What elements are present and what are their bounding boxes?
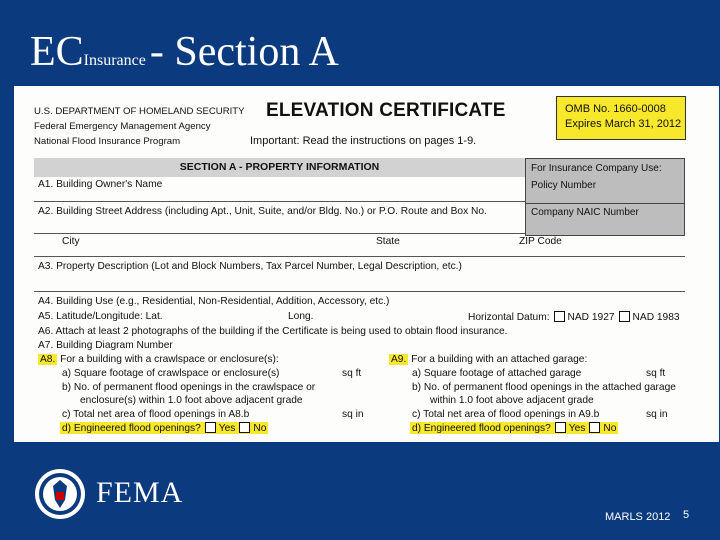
no-label: No — [603, 423, 617, 434]
slide-title — [30, 28, 339, 76]
policy-number-label: Policy Number — [531, 180, 597, 191]
a9a-label: a) Square footage of attached garage — [412, 368, 582, 379]
footer-text: MARLS 2012 — [605, 511, 671, 523]
divider — [34, 256, 685, 257]
fema-logo-text: FEMA — [96, 476, 184, 509]
a3-label: A3. Property Description (Lot and Block Numbers, Tax Parcel Number, Legal Description, etc.) — [38, 261, 462, 272]
checkbox — [205, 422, 216, 433]
a5-label: A5. Latitude/Longitude: Lat. — [38, 311, 163, 322]
a8d-row — [60, 422, 268, 434]
section-a-bar: SECTION A - PROPERTY INFORMATION — [34, 158, 525, 177]
a1-label: A1. Building Owner's Name — [38, 179, 163, 190]
state-label: State — [376, 236, 400, 247]
a9b-label-cont: within 1.0 foot above adjacent grade — [430, 395, 594, 406]
a9-heading — [389, 354, 587, 365]
agency-line: National Flood Insurance Program — [34, 136, 181, 147]
divider — [525, 203, 685, 204]
sq-ft-unit: sq ft — [342, 368, 362, 379]
omb-box — [556, 96, 686, 140]
nad1983-label: NAD 1983 — [632, 312, 680, 323]
a8b-label: b) No. of permanent flood openings in the crawlspace or — [62, 382, 316, 393]
a8-number: A8. — [40, 354, 56, 365]
nad1927-label: NAD 1927 — [567, 312, 615, 323]
page-number: 5 — [683, 509, 690, 521]
naic-number-label: Company NAIC Number — [531, 207, 639, 218]
a9c-label: c) Total net area of flood openings in A9.b — [412, 409, 600, 420]
agency-line: Federal Emergency Management Agency — [34, 121, 211, 132]
a7-label: A7. Building Diagram Number — [38, 340, 173, 351]
divider — [34, 201, 525, 202]
checkbox — [555, 422, 566, 433]
sq-in-unit: sq in — [342, 409, 364, 420]
agency-block — [34, 104, 245, 149]
a9d-row — [410, 422, 618, 434]
a9b-label: b) No. of permanent flood openings in the attached garage — [412, 382, 676, 393]
a9-text: For a building with an attached garage: — [411, 354, 588, 365]
checkbox — [589, 422, 600, 433]
yes-label: Yes — [568, 423, 586, 434]
checkbox — [239, 422, 250, 433]
agency-line: U.S. DEPARTMENT OF HOMELAND SECURITY — [34, 106, 245, 117]
checkbox — [619, 311, 630, 322]
a9-number: A9. — [391, 354, 407, 365]
horizontal-datum-option — [468, 311, 680, 323]
a8b-label-cont: enclosure(s) within 1.0 foot above adjacent grade — [80, 395, 303, 406]
divider — [34, 291, 685, 292]
elevation-certificate-image — [14, 86, 719, 442]
title-insurance: Insurance — [83, 52, 146, 69]
a6-label: A6. Attach at least 2 photographs of the building if the Certificate is being used to obtain flood insurance. — [38, 326, 508, 337]
checkbox — [554, 311, 565, 322]
a8a-label: a) Square footage of crawlspace or enclosure(s) — [62, 368, 280, 379]
a5-long-label: Long. — [288, 311, 314, 322]
certificate-title: ELEVATION CERTIFICATE — [266, 100, 506, 121]
title-section: - Section A — [149, 29, 339, 75]
omb-expiry: Expires March 31, 2012 — [565, 118, 682, 130]
omb-number: OMB No. 1660-0008 — [565, 103, 666, 115]
a9d-label: d) Engineered flood openings? — [412, 423, 551, 434]
city-label: City — [62, 236, 80, 247]
a2-label: A2. Building Street Address (including Apt., Unit, Suite, and/or Bldg. No.) or P.O. Route and Box No. — [38, 206, 487, 217]
title-ec: EC — [30, 29, 84, 75]
divider — [34, 233, 525, 234]
important-note: Important: Read the instructions on pages 1-9. — [250, 135, 477, 147]
dhs-seal-icon — [34, 468, 86, 520]
yes-label: Yes — [218, 423, 236, 434]
a8-heading — [38, 354, 279, 365]
a8-text: For a building with a crawlspace or enclosure(s): — [60, 354, 279, 365]
zip-label: ZIP Code — [519, 236, 562, 247]
a4-label: A4. Building Use (e.g., Residential, Non-Residential, Addition, Accessory, etc.) — [38, 296, 390, 307]
a8d-label: d) Engineered flood openings? — [62, 423, 201, 434]
insurance-use-label: For Insurance Company Use: — [531, 163, 662, 174]
a8c-label: c) Total net area of flood openings in A8.b — [62, 409, 250, 420]
sq-ft-unit: sq ft — [646, 368, 666, 379]
no-label: No — [253, 423, 267, 434]
sq-in-unit: sq in — [646, 409, 668, 420]
horizontal-datum-label: Horizontal Datum: — [468, 312, 550, 323]
